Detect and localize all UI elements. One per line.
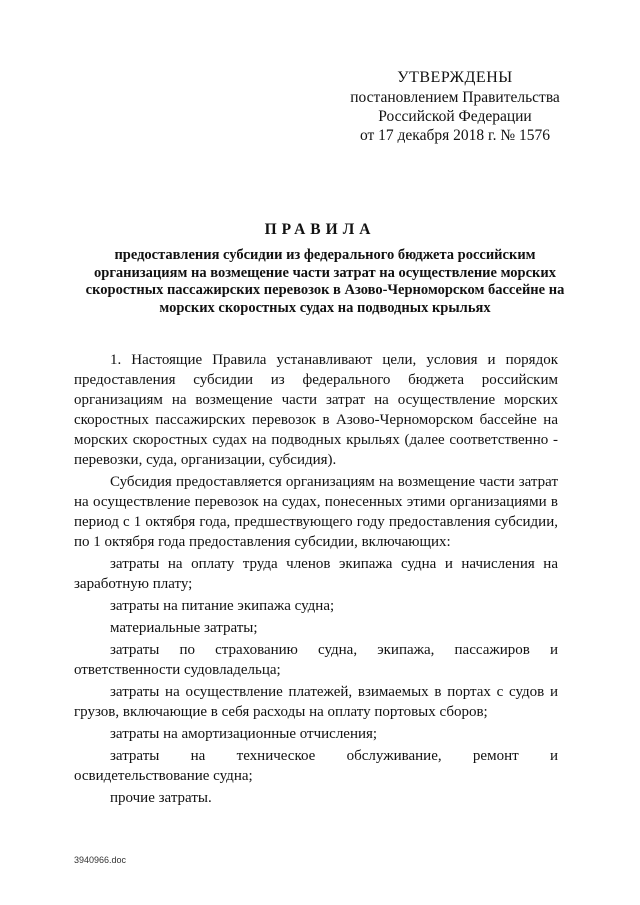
list-item: затраты на осуществление платежей, взимаемых в портах с судов и грузов, включающие в себя расходы на оплату портовых сборов; [74,684,558,720]
list-item: затраты по страхованию судна, экипажа, пассажиров и ответственности судовладельца; [74,642,558,678]
file-name-footer: 3940966.doc [74,855,127,865]
paragraph-1: 1. Настоящие Правила устанавливают цели, условия и порядок предоставления субсидии из федерального бюджета российским организациям на возмещение части затрат на осуществление морских скоростных пассажирских перевозок в Азово-Черноморском бассейне на морских скоростных судах на подводных крыльях (далее соответственно - перевозки, суда, организации, субсидия). [74,352,558,468]
list-item: прочие затраты. [110,790,212,806]
approval-block [330,68,580,145]
approval-line-3: от 17 декабря 2018 г. № 1576 [359,127,551,144]
approval-heading: УТВЕРЖДЕНЫ [397,69,513,86]
approval-line-2: Российской Федерации [378,108,532,125]
paragraph-2: Субсидия предоставляется организациям на возмещение части затрат на осуществление перевозок на судах, понесенных этими организациями в период с 1 октября года, предшествующего году предоставления субсидии, по 1 октября года предоставления субсидии, включающих: [74,474,558,550]
list-item: материальные затраты; [110,620,258,636]
document-subtitle: предоставления субсидии из федерального бюджета российским организациям на возмещение части затрат на осуществление морских скоростных пассажирских перевозок в Азово-Черноморском бассейне на морских скоростных судах на подводных крыльях [85,247,565,316]
document-body [74,350,558,810]
list-item: затраты на техническое обслуживание, ремонт и освидетельствование судна; [74,748,558,784]
list-item: затраты на оплату труда членов экипажа судна и начисления на заработную плату; [74,556,558,592]
approval-line-1: постановлением Правительства [350,89,560,106]
document-title: ПРАВИЛА [264,221,376,238]
list-item: затраты на питание экипажа судна; [110,598,335,614]
list-item: затраты на амортизационные отчисления; [110,726,378,742]
